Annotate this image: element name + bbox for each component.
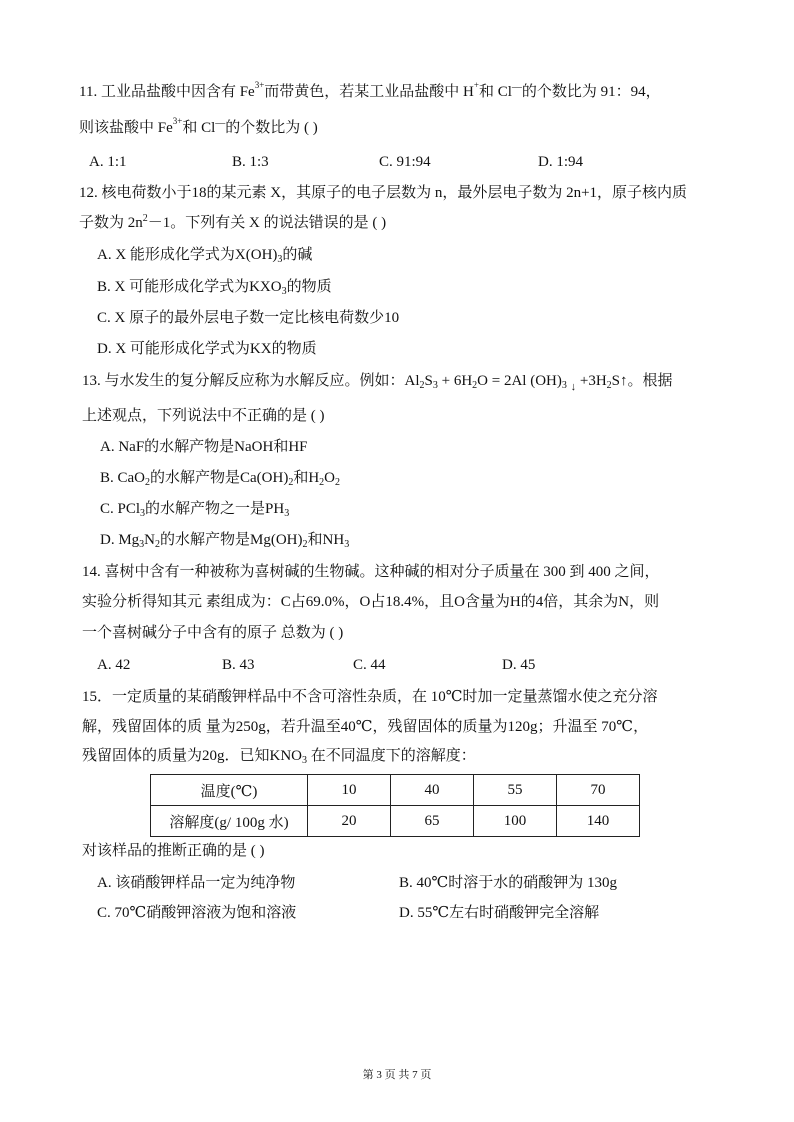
q13-line2: 上述观点，下列说法中不正确的是 ( ) (82, 408, 325, 424)
table-cell: 70 (557, 775, 640, 806)
table-header-temperature: 温度(℃) (151, 775, 308, 806)
q12-option-b: B. X 可能形成化学式为$KXO_3$的物质 (97, 279, 332, 297)
q13-option-d: D. $Mg_3N_2$的水解产物是$Mg(OH)_2$和$NH_3$ (100, 532, 350, 550)
q12-option-a: A. X 能形成化学式为$X(OH)_3$的碱 (97, 247, 313, 265)
q15-line3: 残留固体的质量为20g．已知$KNO_3$ 在不同温度下的溶解度： (82, 748, 476, 766)
solubility-table (150, 774, 640, 837)
page-footer: 第 3 页 共 7 页 (362, 1069, 432, 1081)
q11-option-d: D. 1:94 (538, 154, 583, 170)
q12-option-d: D. X 可能形成化学式为KX的物质 (97, 341, 317, 357)
q12-line1: 12. 核电荷数小于18的某元素 X，其原子的电子层数为 n，最外层电子数为 2n+1，原子核内质 (79, 185, 688, 201)
q14-line2: 实验分析得知其元 素组成为：C占69.0%，O占18.4%，且O含量为H的4倍，其余为N，则 (82, 594, 660, 610)
table-cell: 10 (308, 775, 391, 806)
q13-option-c: C. PCl$_3$的水解产物之一是$PH_3$ (100, 501, 290, 519)
table-cell: 100 (474, 806, 557, 837)
q11-line2: 则该盐酸中 $Fe^{3+}$和 Cl—的个数比为 ( ) (79, 116, 318, 136)
table-cell: 40 (391, 775, 474, 806)
q14-line3: 一个喜树碱分子中含有的原子 总数为 ( ) (82, 625, 344, 641)
q15-option-c: C. 70℃硝酸钾溶液为饱和溶液 (97, 905, 297, 921)
q15-line1: 15．一定质量的某硝酸钾样品中不含可溶性杂质，在 10℃时加一定量蒸馏水使之充分溶 (82, 689, 658, 705)
q15-line2: 解，残留固体的质 量为250g，若升温至40℃，残留固体的质量为120g；升温至 70℃， (82, 719, 649, 735)
precipitate-arrow-icon: ↓ (570, 381, 577, 393)
table-cell: 55 (474, 775, 557, 806)
q14-option-d: D. 45 (502, 657, 536, 673)
q13-option-b: B. CaO$_2$的水解产物是$Ca(OH)_2$和$H_2O_2$ (100, 470, 341, 488)
q11-option-a: A. 1:1 (89, 154, 127, 170)
q14-line1: 14. 喜树中含有一种被称为喜树碱的生物碱。这种碱的相对分子质量在 300 到 400 之间， (82, 564, 660, 580)
table-cell: 65 (391, 806, 474, 837)
q12-line2: 子数为 $2n^2-1$。下列有关 X 的说法错误的是 ( ) (79, 213, 387, 231)
q14-option-c: C. 44 (353, 657, 386, 673)
q14-option-a: A. 42 (97, 657, 131, 673)
table-header-solubility: 溶解度(g/ 100g 水) (151, 806, 308, 837)
q14-option-b: B. 43 (222, 657, 255, 673)
q11-option-b: B. 1:3 (232, 154, 269, 170)
q12-option-c: C. X 原子的最外层电子数一定比核电荷数少10 (97, 310, 400, 326)
q15-option-d: D. 55℃左右时硝酸钾完全溶解 (399, 905, 600, 921)
table-cell: 20 (308, 806, 391, 837)
q13-line1: 13. 与水发生的复分解反应称为水解反应。例如：$Al_2S_3 + 6H_2O = 2Al$ $(OH)_3$ $_↓ +3H_2S↑$。根据 (82, 373, 673, 393)
table-row (151, 806, 640, 837)
q11-line1: 11. 工业品盐酸中因含有 $Fe^{3+}$而带黄色，若某工业品盐酸中 H+和 Cl—的个数比为 91：94， (79, 80, 661, 100)
q15-option-b: B. 40℃时溶于水的硝酸钾为 130g (399, 875, 618, 891)
table-cell: 140 (557, 806, 640, 837)
q13-option-a: A. NaF的水解产物是NaOH和HF (100, 439, 308, 455)
q15-line4: 对该样品的推断正确的是 ( ) (82, 843, 265, 859)
q11-option-c: C. 91:94 (379, 154, 431, 170)
q15-option-a: A. 该硝酸钾样品一定为纯净物 (97, 875, 296, 891)
table-row (151, 775, 640, 806)
